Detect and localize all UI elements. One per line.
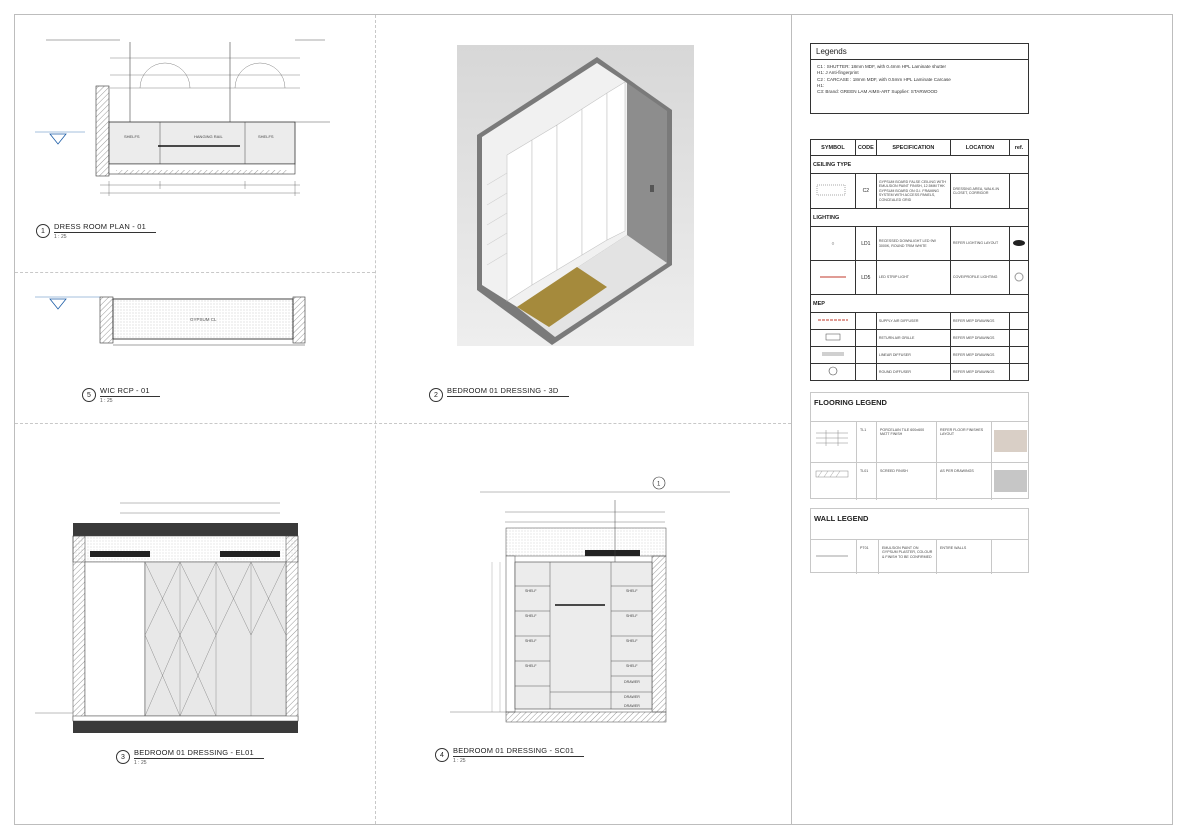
tile-pattern-icon xyxy=(811,422,856,463)
flooring-legend-title: FLOORING LEGEND xyxy=(814,398,887,407)
level-marker-icon xyxy=(35,132,85,144)
flooring-spec: PORCELAIN TILE 600x600 MATT FINISH xyxy=(876,422,936,463)
view-number-bubble: 1 xyxy=(36,224,50,238)
mep-code xyxy=(855,330,876,347)
wall-location: ENTIRE WALLS xyxy=(936,540,991,574)
gypsum-pattern-icon xyxy=(813,181,849,199)
mep-code xyxy=(855,313,876,330)
round-diffuser-icon xyxy=(811,364,856,381)
wall-ref xyxy=(991,540,1028,574)
plan-label-shelf-right: SHELFS xyxy=(258,134,274,139)
legends-title: Legends xyxy=(811,44,1028,60)
lighting-spec: RECESSED DOWNLIGHT LED 9W 3000K, ROUND TRIM WHITE xyxy=(876,227,950,261)
view-name: BEDROOM 01 DRESSING - 3D xyxy=(447,386,569,397)
view-scale: 1 : 25 xyxy=(100,398,113,404)
view-scale: 1 : 25 xyxy=(54,234,67,240)
wall-code: PT01 xyxy=(856,540,878,574)
view-name: WIC RCP - 01 xyxy=(100,386,160,397)
section-mep: MEP xyxy=(811,295,1029,313)
rcp-ceiling-label: GYPSUM CL xyxy=(190,317,217,322)
flooring-location: REFER FLOOR FINISHES LAYOUT xyxy=(936,422,991,463)
mep-spec: RETURN AIR GRILLE xyxy=(876,330,950,347)
dress-room-plan-drawing xyxy=(30,30,370,210)
panel-divider-2 xyxy=(791,15,792,824)
return-grille-icon xyxy=(811,330,856,347)
view-title-section xyxy=(435,746,584,764)
header-location: LOCATION xyxy=(950,140,1009,156)
linear-diffuser-icon xyxy=(811,347,856,364)
view-number-bubble: 4 xyxy=(435,748,449,762)
view-name: BEDROOM 01 DRESSING - SC01 xyxy=(453,746,584,757)
flooring-swatch xyxy=(991,463,1028,500)
dressing-3d-render xyxy=(457,45,694,346)
legend-line: H1: xyxy=(817,82,825,88)
strip-light-photo-icon xyxy=(1010,261,1029,295)
flooring-location: AS PER DRAWINGS xyxy=(936,463,991,500)
mep-spec: SUPPLY AIR DIFFUSER xyxy=(876,313,950,330)
section-shelf-label: SHELF xyxy=(626,614,638,618)
flooring-row xyxy=(811,421,1028,463)
level-marker-icon xyxy=(35,297,100,309)
header-ref: ref. xyxy=(1010,140,1029,156)
lighting-location: COVE/PROFILE LIGHTING xyxy=(950,261,1009,295)
panel-divider-horizontal xyxy=(15,423,791,424)
section-callout-icon xyxy=(653,477,665,489)
legend-line: H1: J Anti-fingerprint xyxy=(817,70,859,76)
flooring-code: TL01 xyxy=(856,463,876,500)
section-drawer-label: DRAWER xyxy=(624,704,640,708)
view-title-3d xyxy=(429,386,569,402)
section-shelf-label: SHELF xyxy=(525,664,537,668)
ceiling-location: DRESSING AREA, WALK-IN CLOSET, CORRIDOR xyxy=(950,174,1009,209)
legends-box xyxy=(810,43,1029,114)
wall-line-icon xyxy=(811,540,856,574)
section-callout-number: 1 xyxy=(657,481,661,488)
flooring-row xyxy=(811,462,1028,500)
screed-pattern-icon xyxy=(811,463,856,500)
mep-code xyxy=(855,364,876,381)
lighting-location: REFER LIGHTING LAYOUT xyxy=(950,227,1009,261)
flooring-legend xyxy=(810,392,1029,499)
view-number-bubble: 2 xyxy=(429,388,443,402)
section-drawer-label: DRAWER xyxy=(624,695,640,699)
section-drawer-label: DRAWER xyxy=(624,680,640,684)
mep-code xyxy=(855,347,876,364)
legend-line: C3: Brand: GREEN LAM AIMS-ART Supplier: STARWOOD xyxy=(817,89,938,95)
view-number-bubble: 5 xyxy=(82,388,96,402)
header-specification: SPECIFICATION xyxy=(876,140,950,156)
view-name: BEDROOM 01 DRESSING - EL01 xyxy=(134,748,264,759)
mep-location: REFER MEP DRAWINGS xyxy=(950,330,1009,347)
legend-line: C1 : SHUTTER: 18mm MDF, with 0.4mm HPL Laminate shutter xyxy=(817,64,946,69)
header-code: CODE xyxy=(855,140,876,156)
view-scale: 1 : 25 xyxy=(453,758,466,764)
section-shelf-label: SHELF xyxy=(525,614,537,618)
view-name: DRESS ROOM PLAN - 01 xyxy=(54,222,156,233)
wall-row xyxy=(811,539,1028,574)
plan-label-shelf-left: SHELFS xyxy=(124,134,140,139)
section-shelf-label: SHELF xyxy=(525,589,537,593)
view-title-plan xyxy=(36,222,156,240)
plan-label-hanging-rail: HANGING RAIL xyxy=(194,134,223,139)
downlight-photo-icon xyxy=(1010,227,1029,261)
flooring-swatch xyxy=(991,422,1028,463)
section-shelf-label: SHELF xyxy=(626,664,638,668)
dressing-section-drawing xyxy=(440,470,780,745)
section-ceiling-type: CEILING TYPE xyxy=(811,156,1029,174)
isometric-wardrobe-illustration xyxy=(457,45,694,346)
wall-spec: EMULSION PAINT ON GYPSUM PLASTER, COLOUR & FINISH TO BE CONFIRMED xyxy=(878,540,936,574)
strip-light-symbol-icon xyxy=(811,261,856,295)
wall-legend xyxy=(810,508,1029,573)
panel-divider-1 xyxy=(375,15,376,824)
view-number-bubble: 3 xyxy=(116,750,130,764)
header-symbol: SYMBOL xyxy=(811,140,856,156)
dressing-elevation-drawing xyxy=(30,495,370,745)
mep-spec: LINEAR DIFFUSER xyxy=(876,347,950,364)
lighting-spec: LED STRIP LIGHT xyxy=(876,261,950,295)
ceiling-spec: GYPSUM BOARD FALSE CEILING WITH EMULSION PAINT FINISH, 12.5MM THK GYPSUM BOARD ON G.I. FRAMING SYSTEM WITH ACCESS PANELS, CONCEALED GRID xyxy=(876,174,950,209)
section-lighting: LIGHTING xyxy=(811,209,1029,227)
downlight-symbol-icon: ○ xyxy=(811,227,856,261)
flooring-code: TL1 xyxy=(856,422,876,463)
section-shelf-label: SHELF xyxy=(626,589,638,593)
panel-divider-plan-rcp xyxy=(15,272,375,273)
section-shelf-label: SHELF xyxy=(525,639,537,643)
flooring-spec: SCREED FINISH xyxy=(876,463,936,500)
section-shelf-label: SHELF xyxy=(626,639,638,643)
mep-location: REFER MEP DRAWINGS xyxy=(950,364,1009,381)
legend-line: C2 : CARCASE : 18mm MDF, with 0.5mm HPL Laminate Carcase xyxy=(817,76,951,82)
specification-table xyxy=(810,139,1029,381)
mep-location: REFER MEP DRAWINGS xyxy=(950,347,1009,364)
view-title-rcp xyxy=(82,386,160,404)
mep-location: REFER MEP DRAWINGS xyxy=(950,313,1009,330)
wic-rcp-drawing xyxy=(30,285,370,360)
view-title-elevation xyxy=(116,748,264,766)
mep-spec: ROUND DIFFUSER xyxy=(876,364,950,381)
view-scale: 1 : 25 xyxy=(134,760,147,766)
lighting-code: LD1 xyxy=(855,227,876,261)
wall-legend-title: WALL LEGEND xyxy=(814,514,869,523)
supply-diffuser-icon xyxy=(811,313,856,330)
lighting-code: LD5 xyxy=(855,261,876,295)
ceiling-code: C2 xyxy=(855,174,876,209)
ceiling-symbol xyxy=(811,174,856,209)
